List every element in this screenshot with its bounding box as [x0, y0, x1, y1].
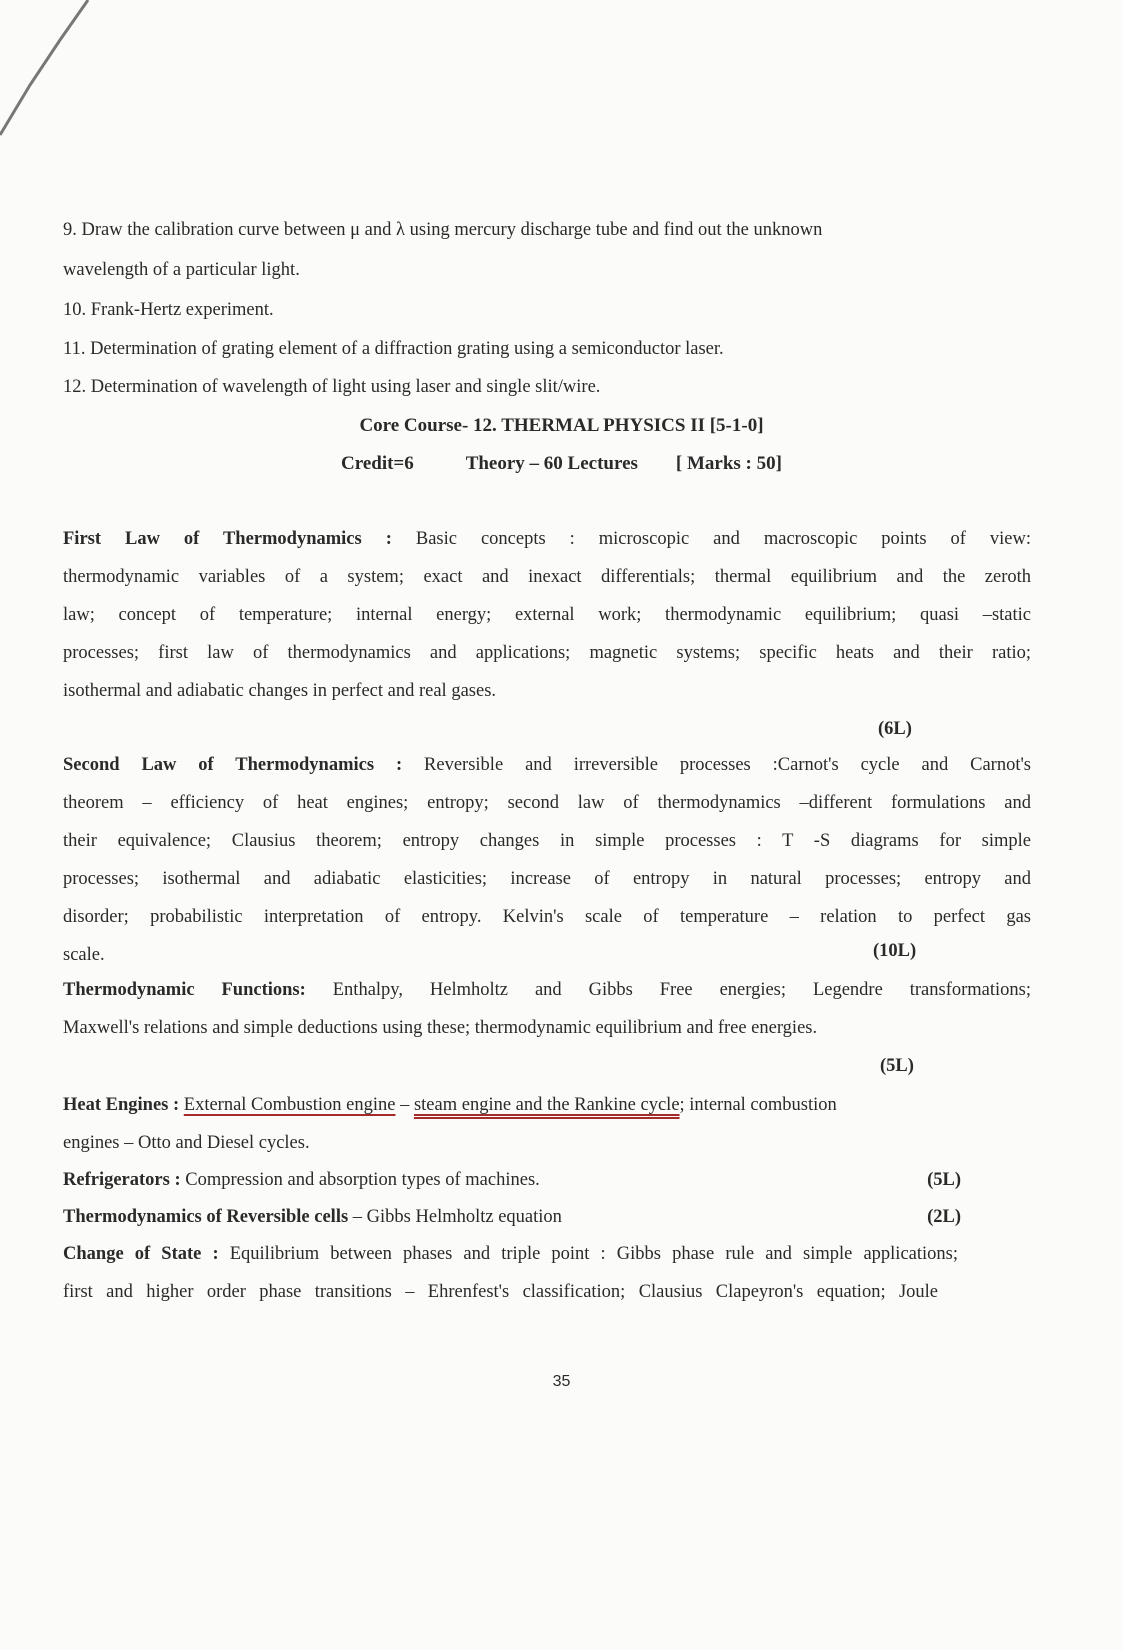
- second-law-heading: Second Law of Thermodynamics :: [63, 755, 403, 775]
- list-item: 10. Frank-Hertz experiment.: [63, 300, 274, 320]
- first-law-line: law; concept of temperature; internal energy; external work; thermodynamic equilibrium; quasi –static: [63, 605, 1031, 625]
- reversible-cells-line: Thermodynamics of Reversible cells – Gibbs Helmholtz equation (2L): [63, 1207, 961, 1227]
- first-law-line: processes; first law of thermodynamics and applications; magnetic systems; specific heats and their ratio;: [63, 643, 1031, 663]
- reversible-cells-hours: (2L): [927, 1207, 961, 1227]
- first-law-hours: (6L): [878, 719, 912, 739]
- external-combustion-text: External Combustion engine: [183, 1095, 396, 1115]
- course-title: Core Course- 12. THERMAL PHYSICS II [5-1-0]: [359, 415, 764, 436]
- rankine-cycle-text: steam engine and the Rankine cycle: [413, 1095, 680, 1115]
- functions-hours: (5L): [880, 1056, 914, 1076]
- reversible-cells-heading: Thermodynamics of Reversible cells: [63, 1207, 349, 1227]
- first-law-line: isothermal and adiabatic changes in perfect and real gases.: [63, 681, 497, 701]
- second-law-line: theorem – efficiency of heat engines; entropy; second law of thermodynamics –different formulations and: [63, 793, 1031, 813]
- refrigerators-heading: Refrigerators :: [63, 1170, 181, 1190]
- first-law-heading: First Law of Thermodynamics :: [63, 529, 392, 549]
- page-number: 35: [552, 1373, 571, 1390]
- second-law-line: processes; isothermal and adiabatic elasticities; increase of entropy in natural processes; entropy and: [63, 869, 1031, 889]
- course-credit: Credit=6: [341, 453, 414, 474]
- change-of-state-heading: Change of State :: [63, 1244, 219, 1264]
- list-item: 11. Determination of grating element of a diffraction grating using a semiconductor laser.: [63, 339, 724, 359]
- course-marks: [ Marks : 50]: [675, 453, 782, 474]
- second-law-line: their equivalence; Clausius theorem; entropy changes in simple processes : T -S diagrams for simple: [63, 831, 1031, 851]
- course-theory: Theory – 60 Lectures: [465, 453, 638, 474]
- refrigerators-hours: (5L): [927, 1170, 961, 1190]
- list-item: wavelength of a particular light.: [63, 260, 300, 280]
- first-law-line: First Law of Thermodynamics : Basic concepts : microscopic and macroscopic points of view:: [63, 529, 1032, 549]
- second-law-line: disorder; probabilistic interpretation of entropy. Kelvin's scale of temperature – relation to perfect gas: [63, 907, 1031, 927]
- second-law-line: Second Law of Thermodynamics : Reversible and irreversible processes :Carnot's cycle and Carnot's: [63, 755, 1032, 775]
- second-law-hours: (10L): [873, 941, 917, 961]
- list-item: 9. Draw the calibration curve between μ and λ using mercury discharge tube and find out the unknown: [63, 220, 823, 240]
- heat-engines-line: engines – Otto and Diesel cycles.: [63, 1133, 310, 1153]
- course-credit-line: [0, 452, 1123, 476]
- list-item: 12. Determination of wavelength of light using laser and single slit/wire.: [63, 377, 601, 397]
- functions-heading: Thermodynamic Functions:: [63, 980, 306, 1000]
- functions-line: Maxwell's relations and simple deductions using these; thermodynamic equilibrium and free energies.: [63, 1018, 818, 1038]
- second-law-line: scale.: [63, 945, 105, 965]
- functions-line: Thermodynamic Functions: Enthalpy, Helmholtz and Gibbs Free energies; Legendre transformations;: [63, 980, 1031, 1000]
- change-of-state-line: first and higher order phase transitions – Ehrenfest's classification; Clausius Clapeyron's equation; Joule: [63, 1282, 938, 1302]
- heat-engines-heading: Heat Engines :: [63, 1095, 180, 1115]
- change-of-state-line: Change of State : Equilibrium between phases and triple point : Gibbs phase rule and simple applications;: [63, 1244, 958, 1264]
- heat-engines-line: Heat Engines : External Combustion engine – steam engine and the Rankine cycle; internal combustion: [63, 1095, 837, 1115]
- refrigerators-line: Refrigerators : Compression and absorption types of machines. (5L): [63, 1170, 961, 1190]
- first-law-line: thermodynamic variables of a system; exact and inexact differentials; thermal equilibrium and the zeroth: [63, 567, 1031, 587]
